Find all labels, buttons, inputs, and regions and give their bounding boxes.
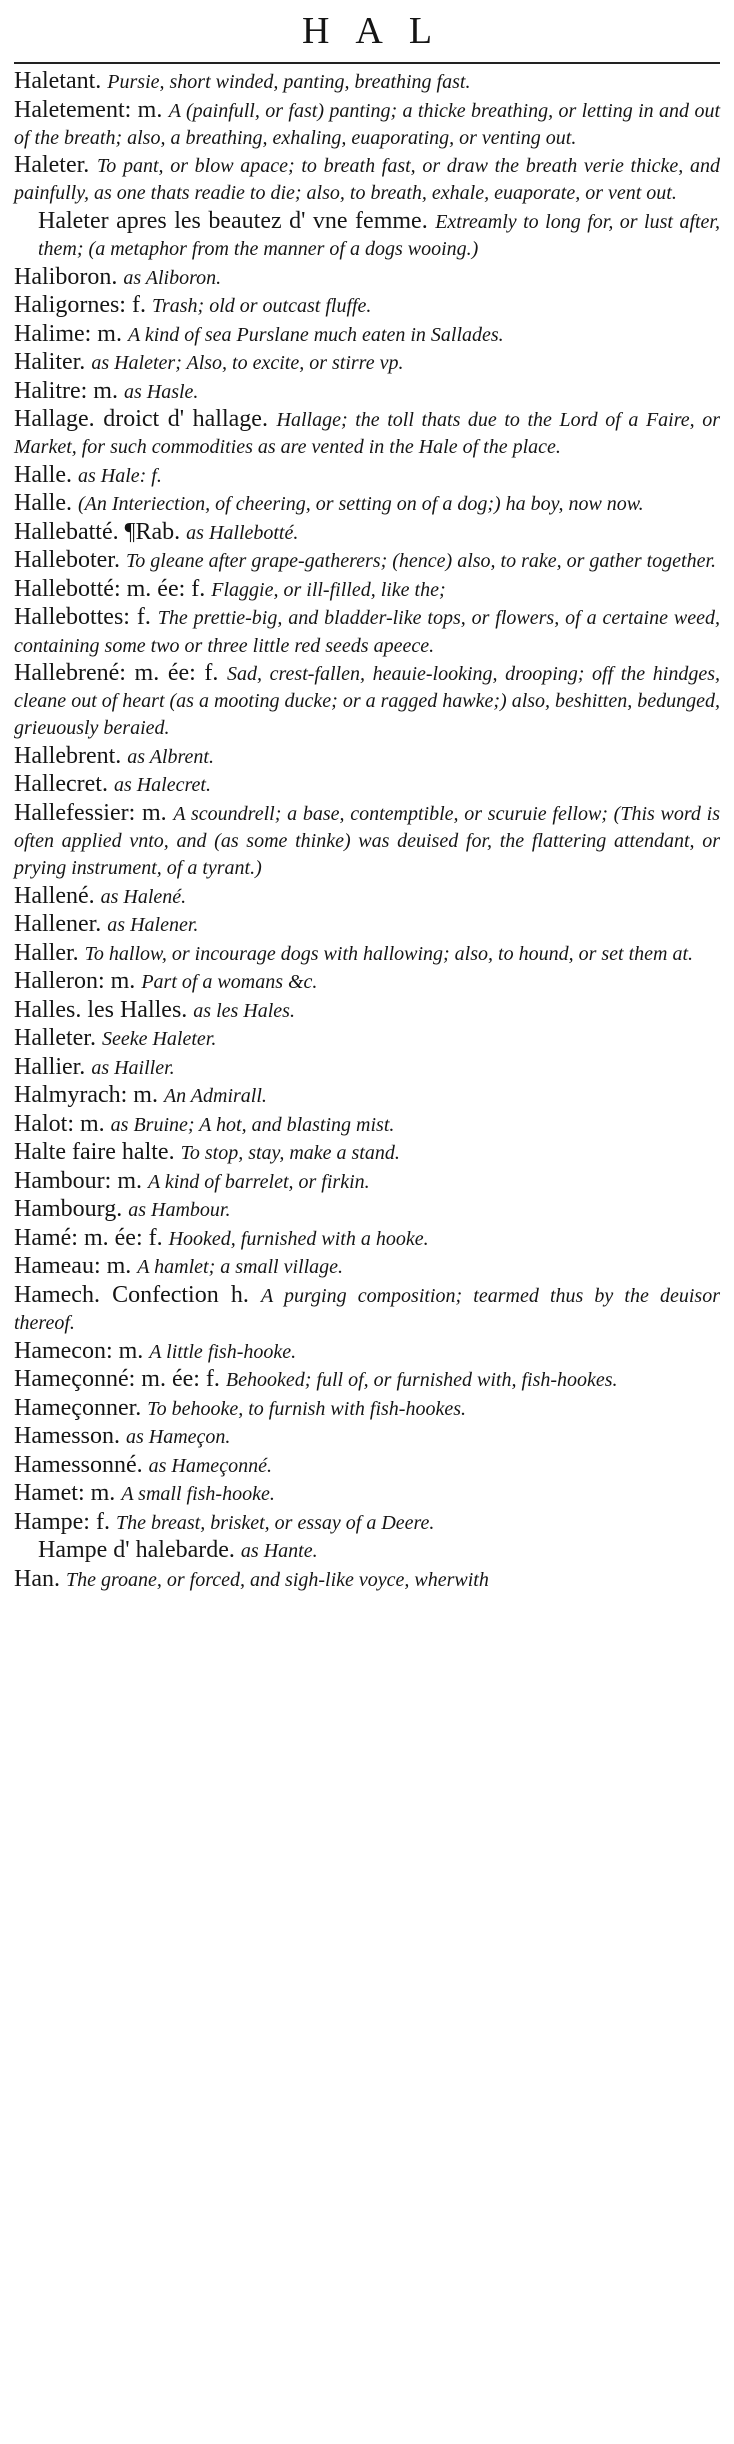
entry-headword: Haligornes: f. bbox=[14, 292, 152, 319]
entry-headword: Hamesson. bbox=[14, 1423, 126, 1450]
dictionary-entry bbox=[14, 604, 720, 658]
entry-definition: A hamlet; a small village. bbox=[137, 1256, 344, 1279]
entry-definition: A small fish-hooke. bbox=[121, 1483, 275, 1506]
entry-headword: Hallener. bbox=[14, 911, 108, 938]
entry-definition: as Halené. bbox=[100, 885, 187, 908]
dictionary-entry bbox=[14, 1196, 720, 1223]
entry-headword: Haletement: m. bbox=[14, 96, 169, 123]
dictionary-entry bbox=[14, 997, 720, 1024]
entry-definition: as Hasle. bbox=[123, 380, 199, 403]
dictionary-entry bbox=[14, 1395, 720, 1422]
dictionary-entry bbox=[14, 462, 720, 489]
dictionary-entry bbox=[14, 1509, 720, 1536]
entry-definition: A little fish-hooke. bbox=[149, 1340, 297, 1363]
dictionary-entry bbox=[14, 1480, 720, 1507]
entry-headword: Hallebrené: m. ée: f. bbox=[14, 660, 228, 687]
entry-definition: as Haleter; Also, to excite, or stirre vp. bbox=[91, 352, 404, 375]
entry-headword: Hamessonné. bbox=[14, 1451, 149, 1478]
dictionary-entry bbox=[14, 1338, 720, 1365]
dictionary-entry bbox=[14, 1082, 720, 1109]
entry-definition: A purging composition; tearmed thus by the deuisor thereof. bbox=[14, 1284, 720, 1335]
entry-definition: Behooked; full of, or furnished with, fish-hookes. bbox=[225, 1369, 618, 1392]
entry-headword: Haliter. bbox=[14, 349, 92, 376]
entry-headword: Haliboron. bbox=[14, 263, 124, 290]
dictionary-entry bbox=[14, 771, 720, 798]
dictionary-entry bbox=[14, 883, 720, 910]
entry-definition: The groane, or forced, and sigh-like voyce, wherwith bbox=[65, 1568, 489, 1591]
entry-headword: Haletant. bbox=[14, 68, 108, 94]
entry-definition: Trash; old or outcast fluffe. bbox=[151, 295, 372, 318]
entry-definition: Hooked, furnished with a hooke. bbox=[168, 1227, 429, 1250]
entry-headword: Hamet: m. bbox=[14, 1480, 122, 1507]
entry-headword: Hallage. droict d' hallage. bbox=[14, 406, 277, 433]
dictionary-entry bbox=[14, 1452, 720, 1479]
entry-headword: Hallier. bbox=[14, 1053, 92, 1080]
entry-definition: (An Interiection, of cheering, or setting on of a dog;) ha boy, now now. bbox=[77, 493, 644, 516]
entry-headword: Hallebotté: m. ée: f. bbox=[14, 575, 212, 602]
entry-definition: The prettie-big, and bladder-like tops, or flowers, of a certaine weed, containing some two or three little red seeds apeece. bbox=[14, 607, 720, 657]
dictionary-entry bbox=[14, 1566, 720, 1593]
dictionary-entry bbox=[14, 490, 720, 517]
dictionary-entry bbox=[14, 1025, 720, 1052]
dictionary-entry bbox=[14, 800, 720, 882]
entry-definition: Extreamly to long for, or lust after, them; (a metaphor from the manner of a dogs wooing.) bbox=[38, 210, 720, 261]
dictionary-entry bbox=[14, 547, 720, 574]
entry-headword: Han. bbox=[14, 1565, 66, 1592]
entry-headword: Haller. bbox=[14, 939, 85, 966]
dictionary-entry bbox=[14, 968, 720, 995]
entry-headword: Haleter apres les beautez d' vne femme. bbox=[38, 207, 436, 234]
entry-definition: To stop, stay, make a stand. bbox=[180, 1142, 400, 1165]
dictionary-entry bbox=[14, 68, 720, 95]
entry-headword: Halle. bbox=[14, 461, 78, 488]
dictionary-entry bbox=[14, 1253, 720, 1280]
dictionary-entry bbox=[14, 406, 720, 460]
entry-definition: Part of a womans &c. bbox=[141, 971, 318, 994]
dictionary-entry bbox=[14, 264, 720, 291]
entry-definition: as Hailler. bbox=[91, 1056, 175, 1079]
entry-definition: Flaggie, or ill-filled, like the; bbox=[211, 578, 446, 601]
dictionary-entry bbox=[14, 349, 720, 376]
entry-definition: A kind of sea Purslane much eaten in Sallades. bbox=[127, 323, 504, 346]
entry-headword: Halitre: m. bbox=[14, 377, 124, 404]
entry-definition: An Admirall. bbox=[163, 1085, 267, 1108]
entry-headword: Hampe: f. bbox=[14, 1508, 116, 1535]
entry-headword: Hallefessier: m. bbox=[14, 799, 174, 826]
entry-definition: as Bruine; A hot, and blasting mist. bbox=[110, 1113, 395, 1136]
entry-headword: Hallebottes: f. bbox=[14, 604, 158, 631]
dictionary-entry bbox=[14, 378, 720, 405]
entry-definition: as Hale: f. bbox=[77, 464, 162, 487]
entry-headword: Halle. bbox=[14, 490, 78, 517]
entry-headword: Hameçonner. bbox=[14, 1394, 148, 1421]
entry-definition: A (painfull, or fast) panting; a thicke breathing, or letting in and out of the breath; also, a breathing, exhaling, euaporating, or venting out. bbox=[14, 99, 720, 149]
entry-definition: as Hante. bbox=[240, 1540, 318, 1563]
page-header-title: HAL bbox=[301, 10, 459, 52]
entry-definition: as Hameçonné. bbox=[148, 1454, 272, 1477]
entry-headword: Halleboter. bbox=[14, 547, 126, 574]
entry-definition: Hallage; the toll thats due to the Lord of a Faire, or Market, for such commodities as are vented in the Hale of the place. bbox=[14, 409, 721, 459]
entry-definition: To gleane after grape-gatherers; (hence) also, to rake, or gather together. bbox=[125, 550, 717, 573]
entry-definition: as Hameçon. bbox=[125, 1426, 231, 1449]
dictionary-entry bbox=[14, 1537, 720, 1564]
entry-definition: as Hallebotté. bbox=[186, 521, 299, 544]
entry-definition: as Albrent. bbox=[127, 745, 214, 768]
dictionary-entry bbox=[14, 1168, 720, 1195]
entry-definition: The breast, brisket, or essay of a Deere. bbox=[115, 1511, 435, 1534]
entry-headword: Hamech. Confection h. bbox=[14, 1281, 261, 1308]
dictionary-entry bbox=[14, 1282, 720, 1336]
dictionary-entry bbox=[14, 292, 720, 319]
entry-definition: Sad, crest-fallen, heauie-looking, drooping; off the hindges, cleane out of heart (as a mooting ducke; or a ragged hawke;) also, beshitten, bedunged, grieuously beraied. bbox=[14, 663, 720, 740]
dictionary-entry bbox=[14, 97, 720, 151]
dictionary-entry bbox=[14, 1423, 720, 1450]
entry-headword: Haleter. bbox=[14, 152, 97, 179]
entry-headword: Halleron: m. bbox=[14, 968, 142, 995]
entry-headword: Hamecon: m. bbox=[14, 1337, 150, 1364]
entry-definition: A kind of barrelet, or firkin. bbox=[147, 1170, 370, 1193]
dictionary-entry bbox=[14, 1054, 720, 1081]
dictionary-entry bbox=[14, 660, 720, 742]
dictionary-entry bbox=[14, 321, 720, 348]
entry-definition: To hallow, or incourage dogs with hallowing; also, to hound, or set them at. bbox=[84, 942, 694, 965]
entry-definition: as Aliboron. bbox=[123, 266, 222, 289]
entry-headword: Halleter. bbox=[14, 1025, 102, 1052]
entry-definition: as Hambour. bbox=[128, 1199, 231, 1222]
entry-headword: Halles. les Halles. bbox=[14, 996, 194, 1023]
header-rule bbox=[14, 62, 720, 64]
dictionary-entry bbox=[14, 1139, 720, 1166]
entry-headword: Hampe d' halebarde. bbox=[38, 1537, 241, 1564]
dictionary-entry bbox=[14, 519, 720, 546]
entry-headword: Hambourg. bbox=[14, 1196, 129, 1223]
entry-headword: Halmyrach: m. bbox=[14, 1082, 164, 1109]
entry-definition: To behooke, to furnish with fish-hookes. bbox=[147, 1397, 466, 1420]
entry-list bbox=[14, 68, 720, 1593]
entry-headword: Hameçonné: m. ée: f. bbox=[14, 1366, 226, 1393]
dictionary-entry bbox=[14, 576, 720, 603]
dictionary-entry bbox=[14, 208, 720, 262]
entry-headword: Halime: m. bbox=[14, 320, 128, 347]
dictionary-entry bbox=[14, 1366, 720, 1393]
dictionary-entry bbox=[14, 1111, 720, 1138]
entry-definition: To pant, or blow apace; to breath fast, or draw the breath verie thicke, and painfully, as one thats readie to die; also, to breath, exhale, euaporate, or vent out. bbox=[14, 155, 720, 205]
dictionary-entry bbox=[14, 743, 720, 770]
entry-definition: Pursie, short winded, panting, breathing fast. bbox=[107, 71, 471, 93]
entry-headword: Halot: m. bbox=[14, 1110, 111, 1137]
entry-headword: Hambour: m. bbox=[14, 1167, 148, 1194]
entry-definition: Seeke Haleter. bbox=[101, 1028, 217, 1051]
dictionary-entry bbox=[14, 152, 720, 206]
dictionary-entry bbox=[14, 940, 720, 967]
entry-headword: Hallebrent. bbox=[14, 742, 128, 769]
entry-headword: Halte faire halte. bbox=[14, 1139, 181, 1166]
entry-definition: as Halener. bbox=[107, 914, 199, 937]
entry-definition: as Halecret. bbox=[113, 774, 211, 797]
dictionary-entry bbox=[14, 911, 720, 938]
dictionary-entry bbox=[14, 1225, 720, 1252]
entry-definition: A scoundrell; a base, contemptible, or scuruie fellow; (This word is often applied vnto, and (as some thinke) was deuised for, the flattering attendant, or prying instrument, of a tyrant.) bbox=[14, 802, 720, 880]
entry-headword: Hallecret. bbox=[14, 771, 114, 798]
entry-headword: Hallebatté. ¶Rab. bbox=[14, 518, 187, 545]
entry-headword: Hallené. bbox=[14, 882, 101, 909]
entry-headword: Hameau: m. bbox=[14, 1253, 138, 1280]
entry-headword: Hamé: m. ée: f. bbox=[14, 1224, 169, 1251]
entry-definition: as les Hales. bbox=[193, 999, 295, 1022]
